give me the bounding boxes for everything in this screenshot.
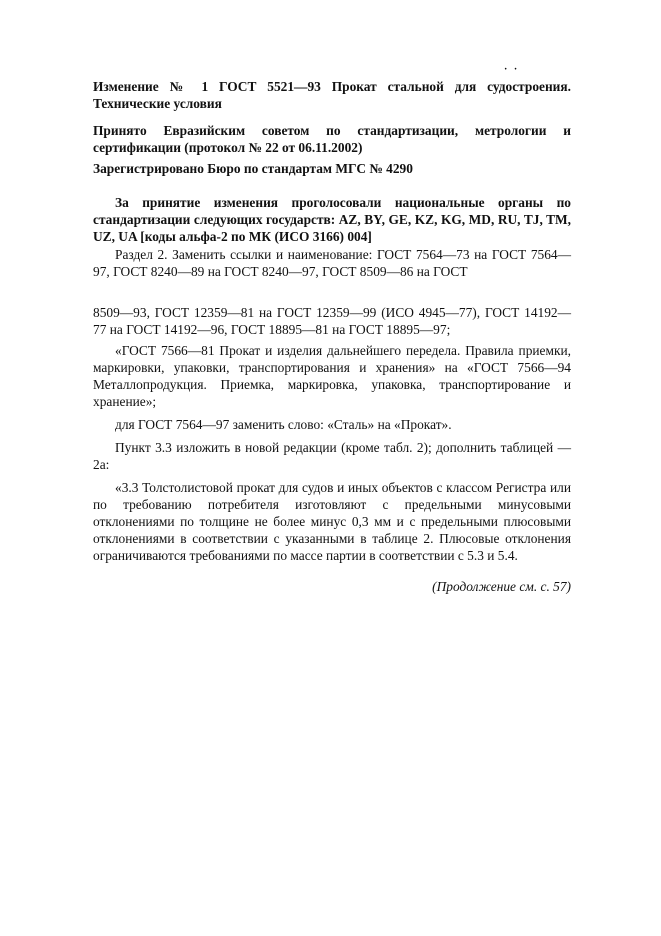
item33-text: «3.3 Толстолистовой прокат для судов и иных объектов с классом Регистра или по требованию потребителя изготовляют с предельными минусовыми отклонениями по толщине не более минус 0,3 мм и с предельными плюсовыми отклонениями в соответствии с указанными в таблице 2. Плюсовые отклонения ограничиваются требованиями по массе партии в соответствии с 5.3 и 5.4.	[93, 480, 571, 563]
section2-continuation: 8509—93, ГОСТ 12359—81 на ГОСТ 12359—99 (ИСО 4945—77), ГОСТ 14192—77 на ГОСТ 14192—96, ГОСТ 18895—81 на ГОСТ 18895—97;	[93, 305, 571, 337]
continuation-note: (Продолжение см. с. 57)	[432, 579, 571, 594]
registration-statement: Зарегистрировано Бюро по стандартам МГС № 4290	[93, 161, 413, 176]
page-mark: · ·	[504, 64, 520, 75]
change-title: Изменение № 1 ГОСТ 5521—93 Прокат стальной для судостроения. Технические условия	[93, 79, 571, 111]
gost7566-replacement: «ГОСТ 7566—81 Прокат и изделия дальнейшего передела. Правила приемки, маркировки, упаковки, транспортирования и хранения» на «ГОСТ 7566—94 Металлопродукция. Приемка, маркировка, упаковка, транспортирование и хранение»;	[93, 343, 571, 409]
voting-statement: За принятие изменения проголосовали национальные органы по стандартизации следующих государств: AZ, BY, GE, KZ, KG, MD, RU, TJ, TM, UZ, UA [коды альфа-2 по МК (ИСО 3166) 004]	[93, 195, 571, 244]
section2-intro-block	[93, 246, 571, 280]
document-page	[93, 0, 571, 936]
item33-intro: Пункт 3.3 изложить в новой редакции (кроме табл. 2); дополнить таблицей — 2а:	[93, 440, 571, 472]
adoption-statement: Принято Евразийским советом по стандартизации, метрологии и сертификации (протокол № 22 от 06.11.2002)	[93, 123, 571, 155]
section2-intro: Раздел 2. Заменить ссылки и наименование: ГОСТ 7564—73 на ГОСТ 7564—97, ГОСТ 8240—89 на ГОСТ 8240—97, ГОСТ 8509—86 на ГОСТ	[93, 247, 571, 279]
gost7564-replacement: для ГОСТ 7564—97 заменить слово: «Сталь» на «Прокат».	[115, 417, 452, 432]
main-text-block	[93, 304, 571, 564]
